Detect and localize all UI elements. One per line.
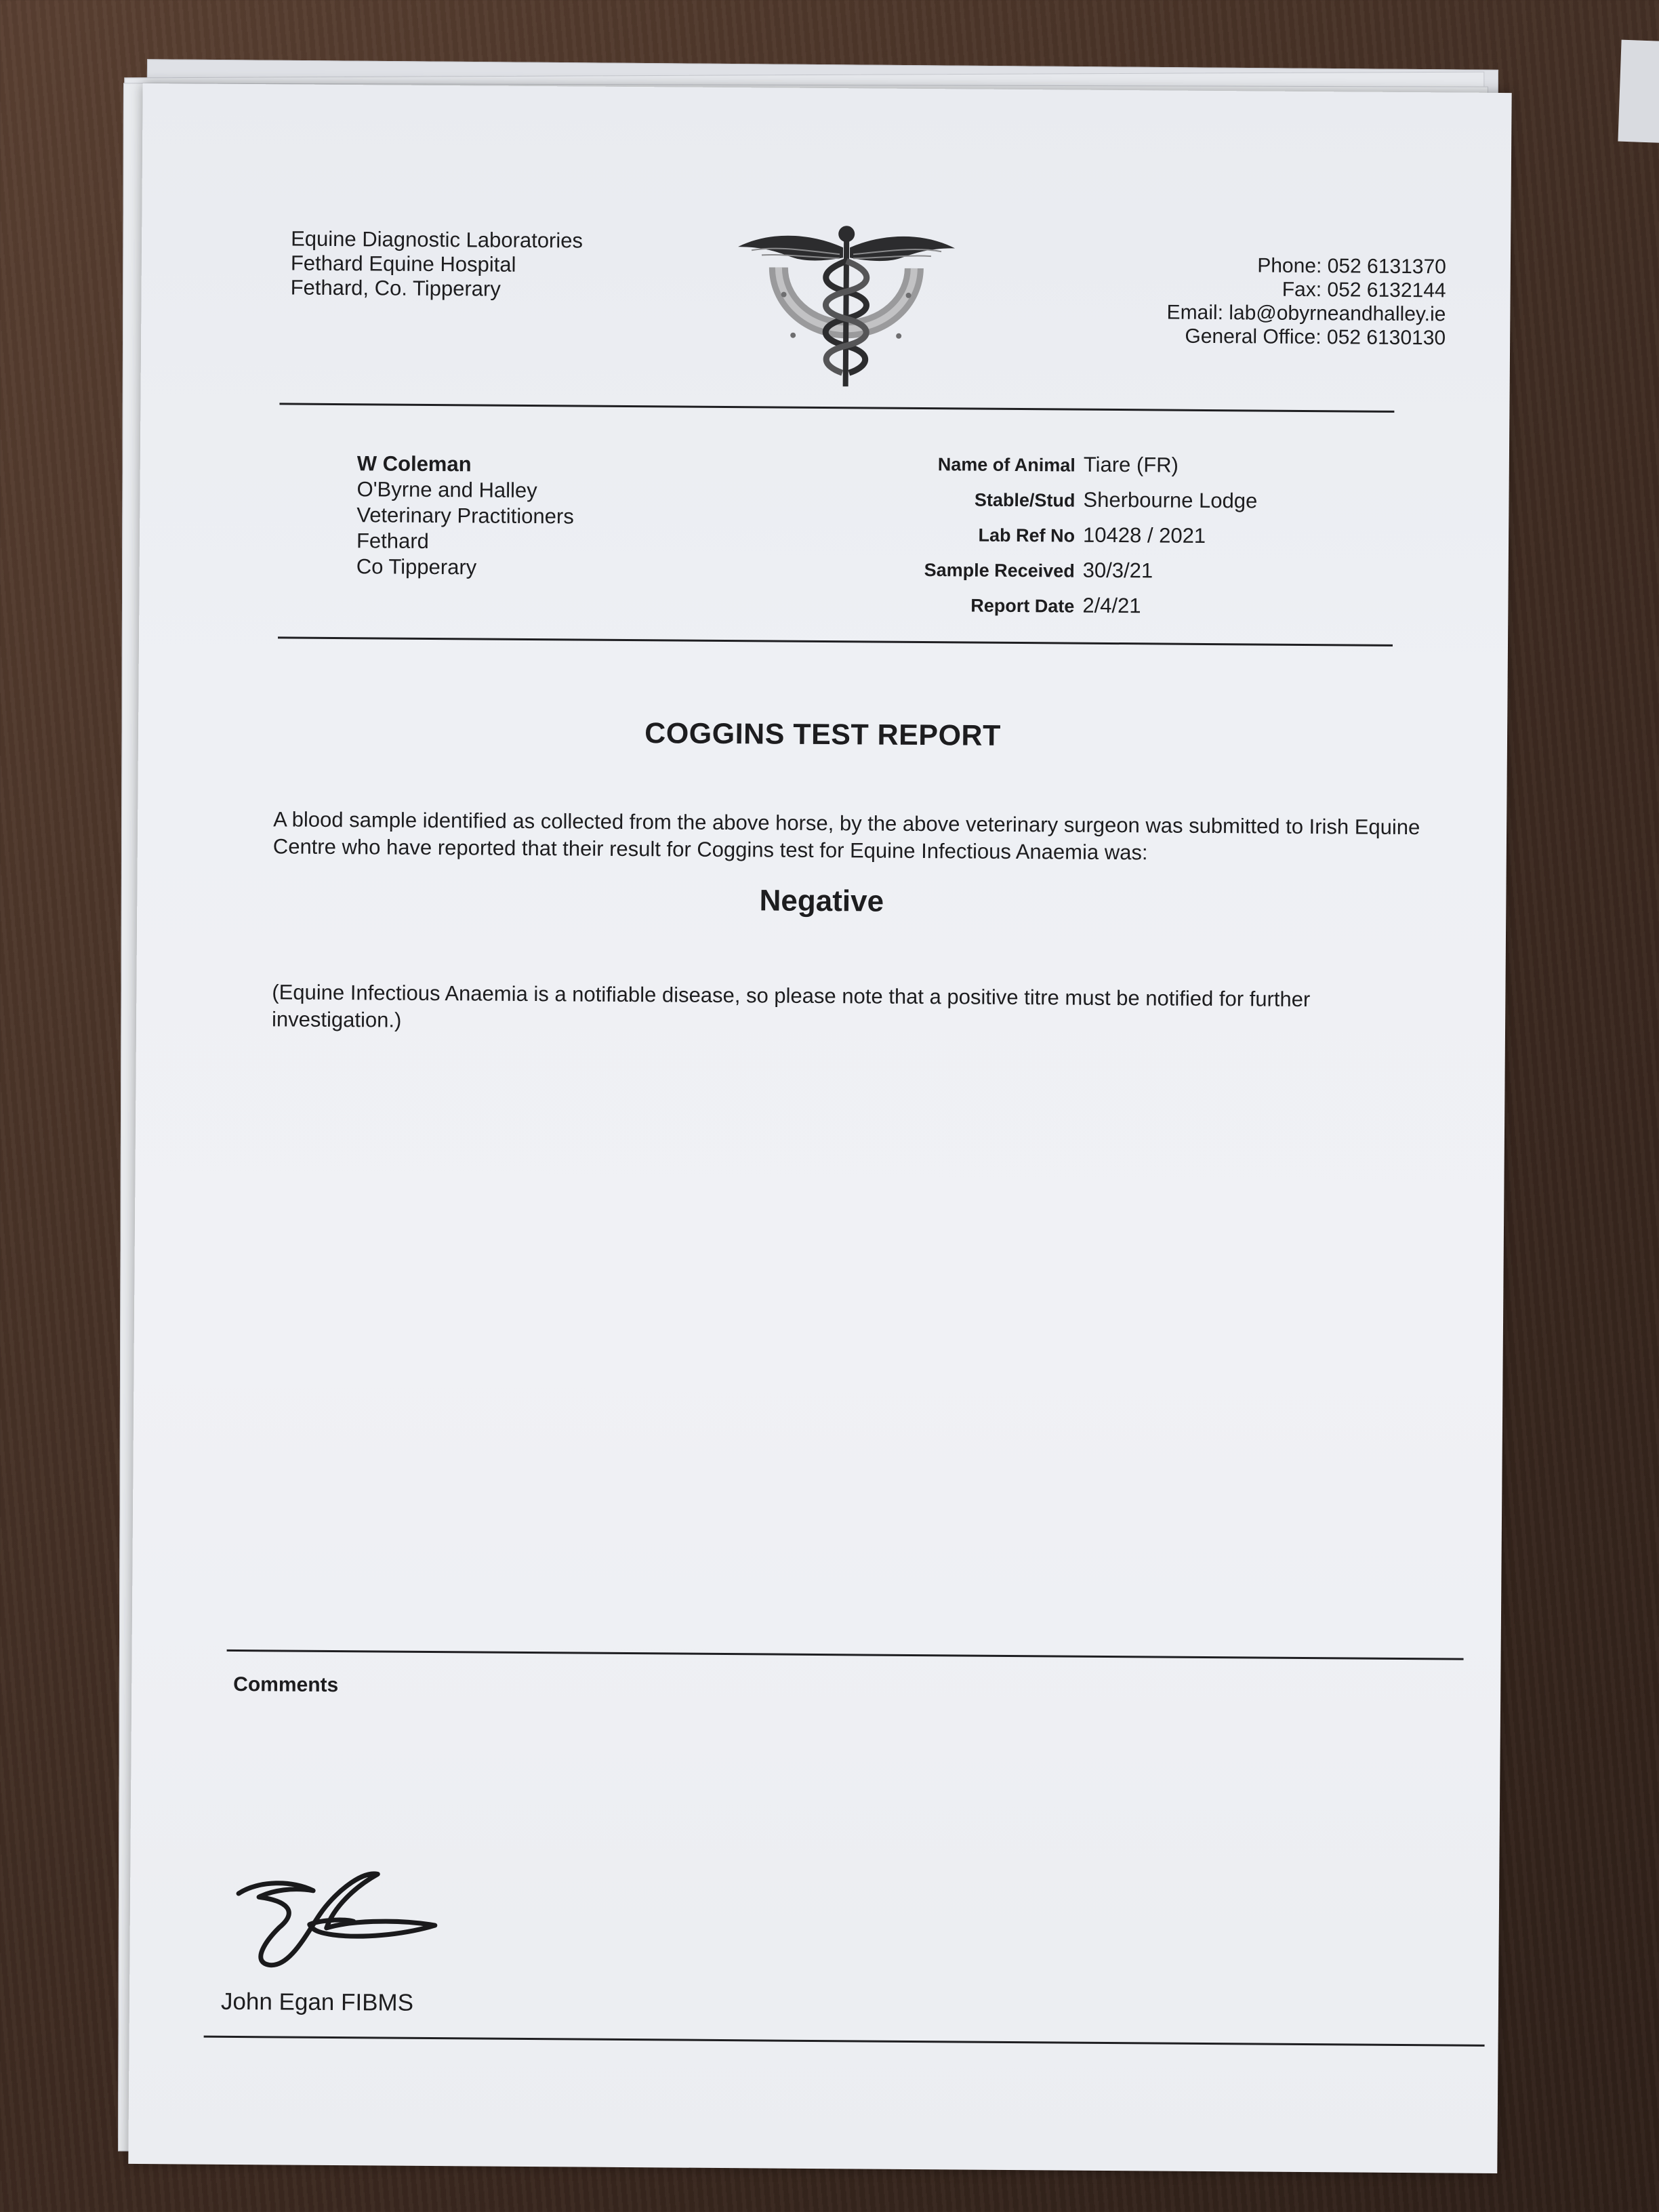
comments-label: Comments [233, 1673, 339, 1697]
lab-address-line: Equine Diagnostic Laboratories [291, 226, 583, 253]
animal-name-row [818, 451, 1258, 489]
field-label: Lab Ref No [978, 525, 1076, 546]
lab-address-block [291, 227, 583, 302]
vet-name: W Coleman [356, 451, 472, 476]
coggins-report-page [128, 83, 1511, 2173]
general-office-number: General Office: 052 6130130 [1185, 325, 1446, 350]
lab-ref-row [817, 521, 1257, 560]
vet-address-line: Co Tipperary [356, 554, 477, 579]
stable-stud-row [817, 486, 1257, 525]
phone-number: Phone: 052 6131370 [1257, 254, 1447, 279]
field-label: Name of Animal [937, 454, 1076, 476]
header-divider [279, 403, 1394, 412]
field-label: Sample Received [924, 560, 1075, 581]
vet-address-line: Veterinary Practitioners [356, 503, 574, 529]
handwritten-signature-icon [231, 1860, 449, 1983]
field-value: 2/4/21 [1082, 593, 1141, 618]
sample-received-row [817, 556, 1257, 595]
comments-divider [227, 1650, 1464, 1660]
report-intro-text: A blood sample identified as collected from the above horse, by the above veterinary surgeon was submitted to Irish Equine Centre who have reported that their result for Coggins test for Equine Infectious Anaemia was: [272, 807, 1420, 865]
field-value: 10428 / 2021 [1083, 523, 1206, 548]
contact-block [1166, 253, 1446, 350]
report-title: COGGINS TEST REPORT [644, 717, 1001, 752]
field-label: Report Date [970, 595, 1075, 617]
lab-address-line: Fethard Equine Hospital [290, 251, 516, 276]
email-address: Email: lab@obyrneandhalley.ie [1166, 301, 1446, 326]
field-value: Sherbourne Lodge [1083, 487, 1258, 513]
signature-divider [204, 2036, 1485, 2047]
vet-address-block [356, 451, 575, 581]
animal-details [817, 451, 1258, 630]
notifiable-disease-note: (Equine Infectious Anaemia is a notifiable disease, so please note that a positive titre must be notified for further investigation.) [271, 980, 1311, 1032]
test-result: Negative [759, 884, 884, 918]
vet-address-line: Fethard [356, 529, 430, 553]
caduceus-horseshoe-icon [737, 220, 956, 390]
signatory-name: John Egan FIBMS [220, 1988, 414, 2016]
field-value: Tiare (FR) [1083, 452, 1179, 477]
lab-address-line: Fethard, Co. Tipperary [290, 275, 501, 301]
vet-address-line: O'Byrne and Halley [356, 477, 537, 503]
field-value: 30/3/21 [1082, 558, 1153, 583]
field-label: Stable/Stud [974, 489, 1076, 511]
details-divider [278, 636, 1393, 646]
fax-number: Fax: 052 6132144 [1282, 278, 1446, 302]
adjacent-paper-edge [1618, 40, 1659, 144]
report-date-row [817, 592, 1256, 630]
